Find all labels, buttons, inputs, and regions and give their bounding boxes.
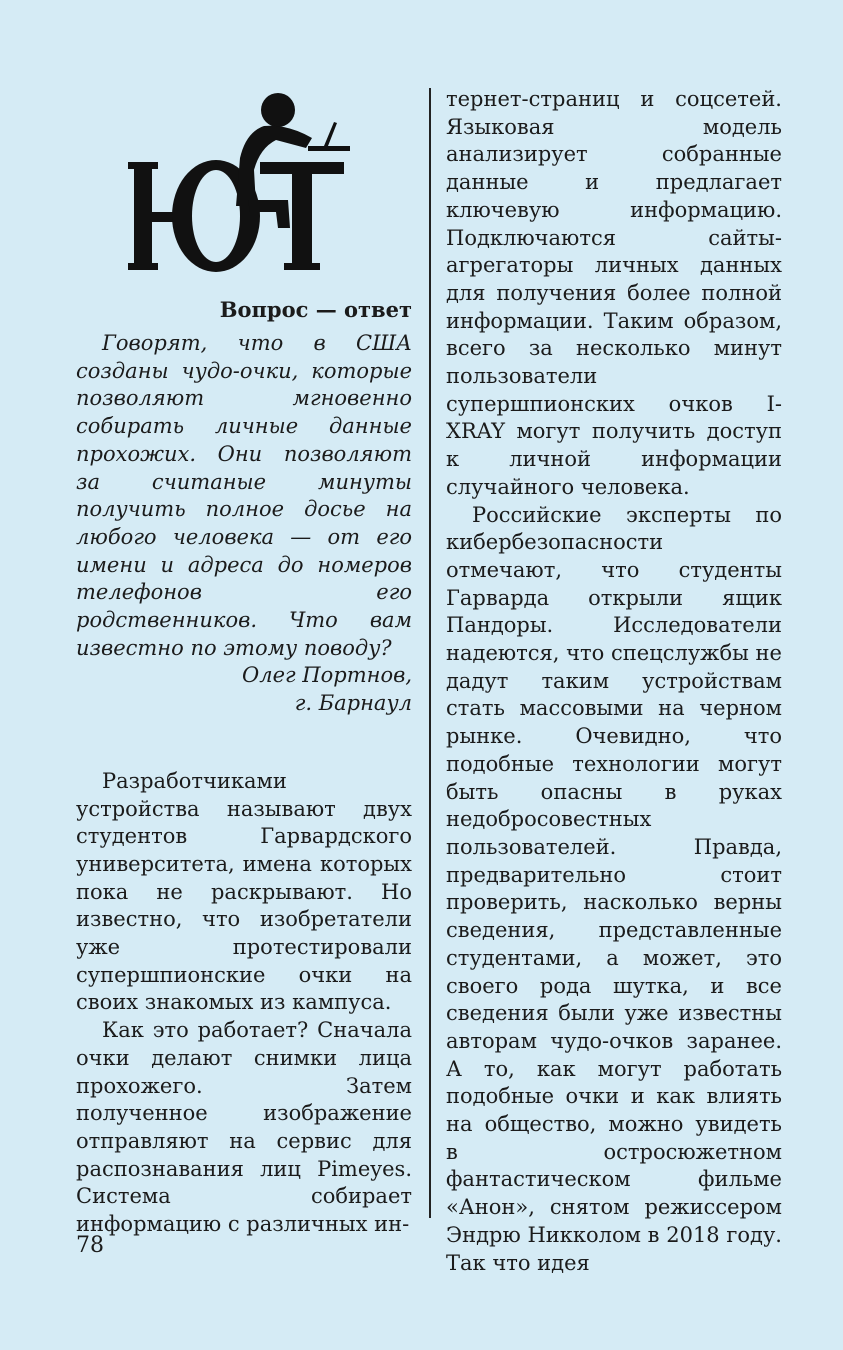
yut-logo-image — [128, 88, 356, 280]
section-heading: Вопрос — ответ — [219, 297, 412, 322]
signature-city: г. Барнаул — [294, 691, 412, 716]
answer-paragraph: Как это работает? Сначала очки делают снимки лица прохожего. Затем полученное изображение отправляют на сервис для распознавания лиц Pimeyes. Система собирает информацию с различных ин- — [76, 1018, 412, 1237]
signature-name: Олег Портнов, — [242, 663, 412, 688]
answer-paragraph: Российские эксперты по кибербезопасности отмечают, что студенты Гарварда открыли ящик Пандоры. Исследователи надеются, что спецслужбы не дадут таким устройствам стать массовыми на черном рынке. Очевидно, что подобные технологии могут быть опасны в руках недобросовестных пользователей. Правда, предварительно стоит проверить, насколько верны сведения, представленные студентами, а может, это своего рода шутка, и все сведения были уже известны авторам чудо-очков заранее. А то, как могут работать подобные очки и как влиять на общество, можно увидеть в остросюжетном фантастическом фильме «Анон», снятом режиссером Эндрю Никколом в 2018 году. Так что идея — [446, 502, 782, 1275]
column-divider — [429, 88, 431, 1218]
page-number: 78 — [76, 1233, 104, 1258]
answer-paragraph-continuation: тернет-страниц и соцсетей. Языковая модель анализирует собранные данные и предлагает ключевую информацию. Подключаются сайты-агрегаторы личных данных для получения более полной информации. Таким образом, всего за несколько минут пользователи супершпионских очков I-XRAY могут получить доступ к личной информации случайного человека. — [446, 87, 782, 499]
right-column — [446, 86, 782, 1277]
left-column — [76, 296, 412, 1239]
yut-logo — [128, 88, 356, 280]
answer-paragraph: Разработчиками устройства называют двух студентов Гарвардского университета, имена которых пока не раскрывают. Но известно, что изобретатели уже протестировали супершпионские очки на своих знакомых из кампуса. — [76, 768, 412, 1015]
reader-question: Говорят, что в США созданы чудо-очки, которые позволяют мгновенно собирать личные данные прохожих. Они позволяют за считаные минуты получить полное досье на любого человека — от его имени и адреса до номеров телефонов его родственников. Что вам известно по этому поводу? — [76, 331, 412, 660]
